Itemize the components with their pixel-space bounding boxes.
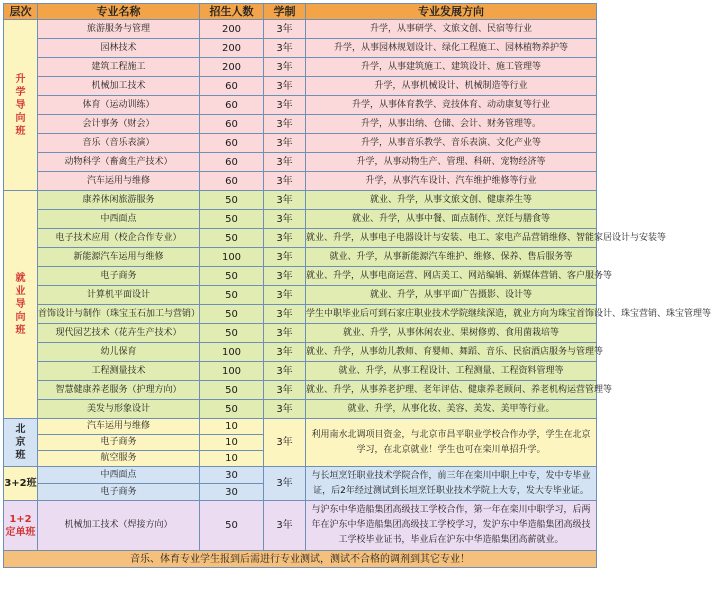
table-row <box>4 400 597 419</box>
enroll-count: 50 <box>200 381 264 400</box>
table-row <box>4 229 597 248</box>
enroll-count: 50 <box>200 210 264 229</box>
major-name: 汽车运用与维修 <box>38 419 200 435</box>
direction-text: 升学，从事出纳、仓储、会计、财务管理等。 <box>306 115 597 134</box>
direction-text: 升学，从事动物生产、管理、科研、宠物经济等 <box>306 153 597 172</box>
enroll-count: 60 <box>200 115 264 134</box>
direction-text: 升学，从事建筑施工、建筑设计、施工管理等 <box>306 58 597 77</box>
years-value: 3年 <box>264 20 306 39</box>
years-value: 3年 <box>264 324 306 343</box>
table-row <box>4 96 597 115</box>
enroll-count: 60 <box>200 77 264 96</box>
level-label: 北 京 班 <box>4 419 38 467</box>
enroll-count: 60 <box>200 96 264 115</box>
direction-text: 升学，从事体育教学、竞技体育、动动康复等行业 <box>306 96 597 115</box>
major-name: 中西面点 <box>38 210 200 229</box>
program-description: 与长垣烹饪职业技术学院合作，前三年在栾川中职上中专，发中专毕业证，后2年经过测试到长垣烹饪职业技术学院上大专，发大专毕业证。 <box>306 467 597 501</box>
direction-text: 升学，从事音乐教学、音乐表演、文化产业等 <box>306 134 597 153</box>
table-row <box>4 58 597 77</box>
major-name: 音乐（音乐表演） <box>38 134 200 153</box>
direction-text: 升学，从事机械设计、机械制造等行业 <box>306 77 597 96</box>
table-row <box>4 343 597 362</box>
level-label: 3+2班 <box>4 467 38 501</box>
table-row <box>4 210 597 229</box>
program-description: 与沪东中华造船集团高级技工学校合作，第一年在栾川中职学习，后两年在沪东中华造船集团高级技工学校学习，发沪东中华造船集团高级技工学校毕业证书，毕业后在沪东中华造船集团高薪就业。 <box>306 501 597 551</box>
years-value: 3年 <box>264 115 306 134</box>
table-row <box>4 419 597 435</box>
major-name: 电子商务 <box>38 267 200 286</box>
level-label: 就 业 导 向 班 <box>4 191 38 419</box>
major-name: 航空服务 <box>38 451 200 467</box>
table-row <box>4 20 597 39</box>
direction-text: 就业、升学，从事化妆、美容、美发、美甲等行业。 <box>306 400 597 419</box>
header-row <box>4 4 597 20</box>
years-value: 3年 <box>264 134 306 153</box>
enroll-count: 50 <box>200 229 264 248</box>
direction-text: 升学，从事园林规划设计、绿化工程施工、园林植物养护等 <box>306 39 597 58</box>
direction-text: 就业、升学，从事文旅文创、健康养生等 <box>306 191 597 210</box>
years-value: 3年 <box>264 58 306 77</box>
table-row <box>4 381 597 400</box>
table-row <box>4 191 597 210</box>
table-row <box>4 267 597 286</box>
major-name: 建筑工程施工 <box>38 58 200 77</box>
years-value: 3年 <box>264 343 306 362</box>
section-oneplus2 <box>4 501 597 551</box>
footer-note: 音乐、体育专业学生报到后需进行专业测试，测试不合格的调剂到其它专业！ <box>4 551 597 568</box>
level-label: 升 学 导 向 班 <box>4 20 38 191</box>
header-years: 学制 <box>264 4 306 20</box>
years-value: 3年 <box>264 267 306 286</box>
table-row <box>4 286 597 305</box>
major-name: 会计事务（财会） <box>38 115 200 134</box>
enroll-count: 50 <box>200 324 264 343</box>
major-name: 机械加工技术（焊接方向） <box>38 501 200 551</box>
major-name: 汽车运用与维修 <box>38 172 200 191</box>
enroll-count: 200 <box>200 39 264 58</box>
major-name: 新能源汽车运用与维修 <box>38 248 200 267</box>
years-value: 3年 <box>264 96 306 115</box>
enroll-count: 50 <box>200 305 264 324</box>
table-row <box>4 501 597 551</box>
years-value: 3年 <box>264 286 306 305</box>
years-value: 3年 <box>264 172 306 191</box>
enroll-count: 50 <box>200 501 264 551</box>
direction-text: 就业、升学，从事电子电器设计与安装、电工、家电产品营销维修、智能家居设计与安装等 <box>306 229 597 248</box>
section-beijing <box>4 419 597 467</box>
enroll-count: 200 <box>200 20 264 39</box>
enroll-count: 30 <box>200 467 264 484</box>
enroll-count: 10 <box>200 435 264 451</box>
enroll-count: 100 <box>200 343 264 362</box>
enroll-count: 50 <box>200 191 264 210</box>
years-value: 3年 <box>264 419 306 467</box>
major-name: 首饰设计与制作（珠宝玉石加工与营销） <box>38 305 200 324</box>
table-row <box>4 39 597 58</box>
major-name: 计算机平面设计 <box>38 286 200 305</box>
header-major: 专业名称 <box>38 4 200 20</box>
direction-text: 学生中职毕业后可到石家庄职业技术学院继续深造，就业方向为珠宝首饰设计、珠宝营销、珠宝管理等 <box>306 305 597 324</box>
direction-text: 就业、升学，从事休闲农业、果树修剪、食用菌栽培等 <box>306 324 597 343</box>
table-row <box>4 362 597 381</box>
header-enroll: 招生人数 <box>200 4 264 20</box>
table-row <box>4 248 597 267</box>
enroll-count: 10 <box>200 451 264 467</box>
major-name: 动物科学（畜禽生产技术） <box>38 153 200 172</box>
major-name: 电子商务 <box>38 484 200 501</box>
years-value: 3年 <box>264 467 306 501</box>
years-value: 3年 <box>264 248 306 267</box>
major-name: 现代园艺技术（花卉生产技术） <box>38 324 200 343</box>
major-name: 康养休闲旅游服务 <box>38 191 200 210</box>
table-row <box>4 172 597 191</box>
years-value: 3年 <box>264 229 306 248</box>
table-row <box>4 134 597 153</box>
years-value: 3年 <box>264 362 306 381</box>
enroll-count: 50 <box>200 286 264 305</box>
enroll-count: 60 <box>200 153 264 172</box>
major-name: 园林技术 <box>38 39 200 58</box>
years-value: 3年 <box>264 153 306 172</box>
section-shengxue <box>4 20 597 191</box>
section-jiuye <box>4 191 711 419</box>
major-name: 幼儿保育 <box>38 343 200 362</box>
header-level: 层次 <box>4 4 38 20</box>
major-name: 智慧健康养老服务（护理方向） <box>38 381 200 400</box>
enroll-count: 100 <box>200 248 264 267</box>
enroll-count: 60 <box>200 134 264 153</box>
direction-text: 就业、升学，从事工程设计、工程测量、工程资料管理等 <box>306 362 597 381</box>
table-row <box>4 115 597 134</box>
table-row <box>4 324 597 343</box>
footer-row <box>4 551 597 568</box>
header-direction: 专业发展方向 <box>306 4 597 20</box>
major-name: 中西面点 <box>38 467 200 484</box>
enroll-count: 50 <box>200 400 264 419</box>
years-value: 3年 <box>264 305 306 324</box>
level-label: 1+2 定单班 <box>4 501 38 551</box>
major-name: 体育（运动训练） <box>38 96 200 115</box>
direction-text: 就业、升学，从事中餐、面点制作、烹饪与膳食等 <box>306 210 597 229</box>
table-row <box>4 467 597 484</box>
enroll-count: 100 <box>200 362 264 381</box>
direction-text: 升学，从事汽车设计、汽车维护维修等行业 <box>306 172 597 191</box>
direction-text: 就业、升学，从事新能源汽车维护、维修、保养、售后服务等 <box>306 248 597 267</box>
enroll-count: 30 <box>200 484 264 501</box>
major-name: 电子商务 <box>38 435 200 451</box>
enroll-count: 60 <box>200 172 264 191</box>
direction-text: 就业、升学，从事养老护理、老年评估、健康养老顾问、养老机构运营管理等 <box>306 381 597 400</box>
years-value: 3年 <box>264 39 306 58</box>
years-value: 3年 <box>264 191 306 210</box>
direction-text: 就业、升学，从事幼儿教师、育婴师、舞蹈、音乐、民宿酒店服务与管理等 <box>306 343 597 362</box>
enrollment-table <box>3 3 711 568</box>
years-value: 3年 <box>264 210 306 229</box>
enroll-count: 10 <box>200 419 264 435</box>
direction-text: 就业、升学，从事平面广告摄影、设计等 <box>306 286 597 305</box>
section-threetwo <box>4 467 597 501</box>
years-value: 3年 <box>264 77 306 96</box>
direction-text: 升学，从事研学、文旅文创、民宿等行业 <box>306 20 597 39</box>
major-name: 机械加工技术 <box>38 77 200 96</box>
years-value: 3年 <box>264 381 306 400</box>
enroll-count: 50 <box>200 267 264 286</box>
direction-text: 就业、升学，从事电商运营、网店美工、网站编辑、新媒体营销、客户服务等 <box>306 267 597 286</box>
years-value: 3年 <box>264 400 306 419</box>
table-row <box>4 153 597 172</box>
program-description: 利用南水北调项目资金，与北京市昌平职业学校合作办学，学生在北京学习，在北京就业！学生也可在栾川单招升学。 <box>306 419 597 467</box>
years-value: 3年 <box>264 501 306 551</box>
major-name: 旅游服务与管理 <box>38 20 200 39</box>
table-row <box>4 305 597 324</box>
table-row <box>4 77 597 96</box>
major-name: 工程测量技术 <box>38 362 200 381</box>
major-name: 美发与形象设计 <box>38 400 200 419</box>
major-name: 电子技术应用（校企合作专业） <box>38 229 200 248</box>
enroll-count: 200 <box>200 58 264 77</box>
